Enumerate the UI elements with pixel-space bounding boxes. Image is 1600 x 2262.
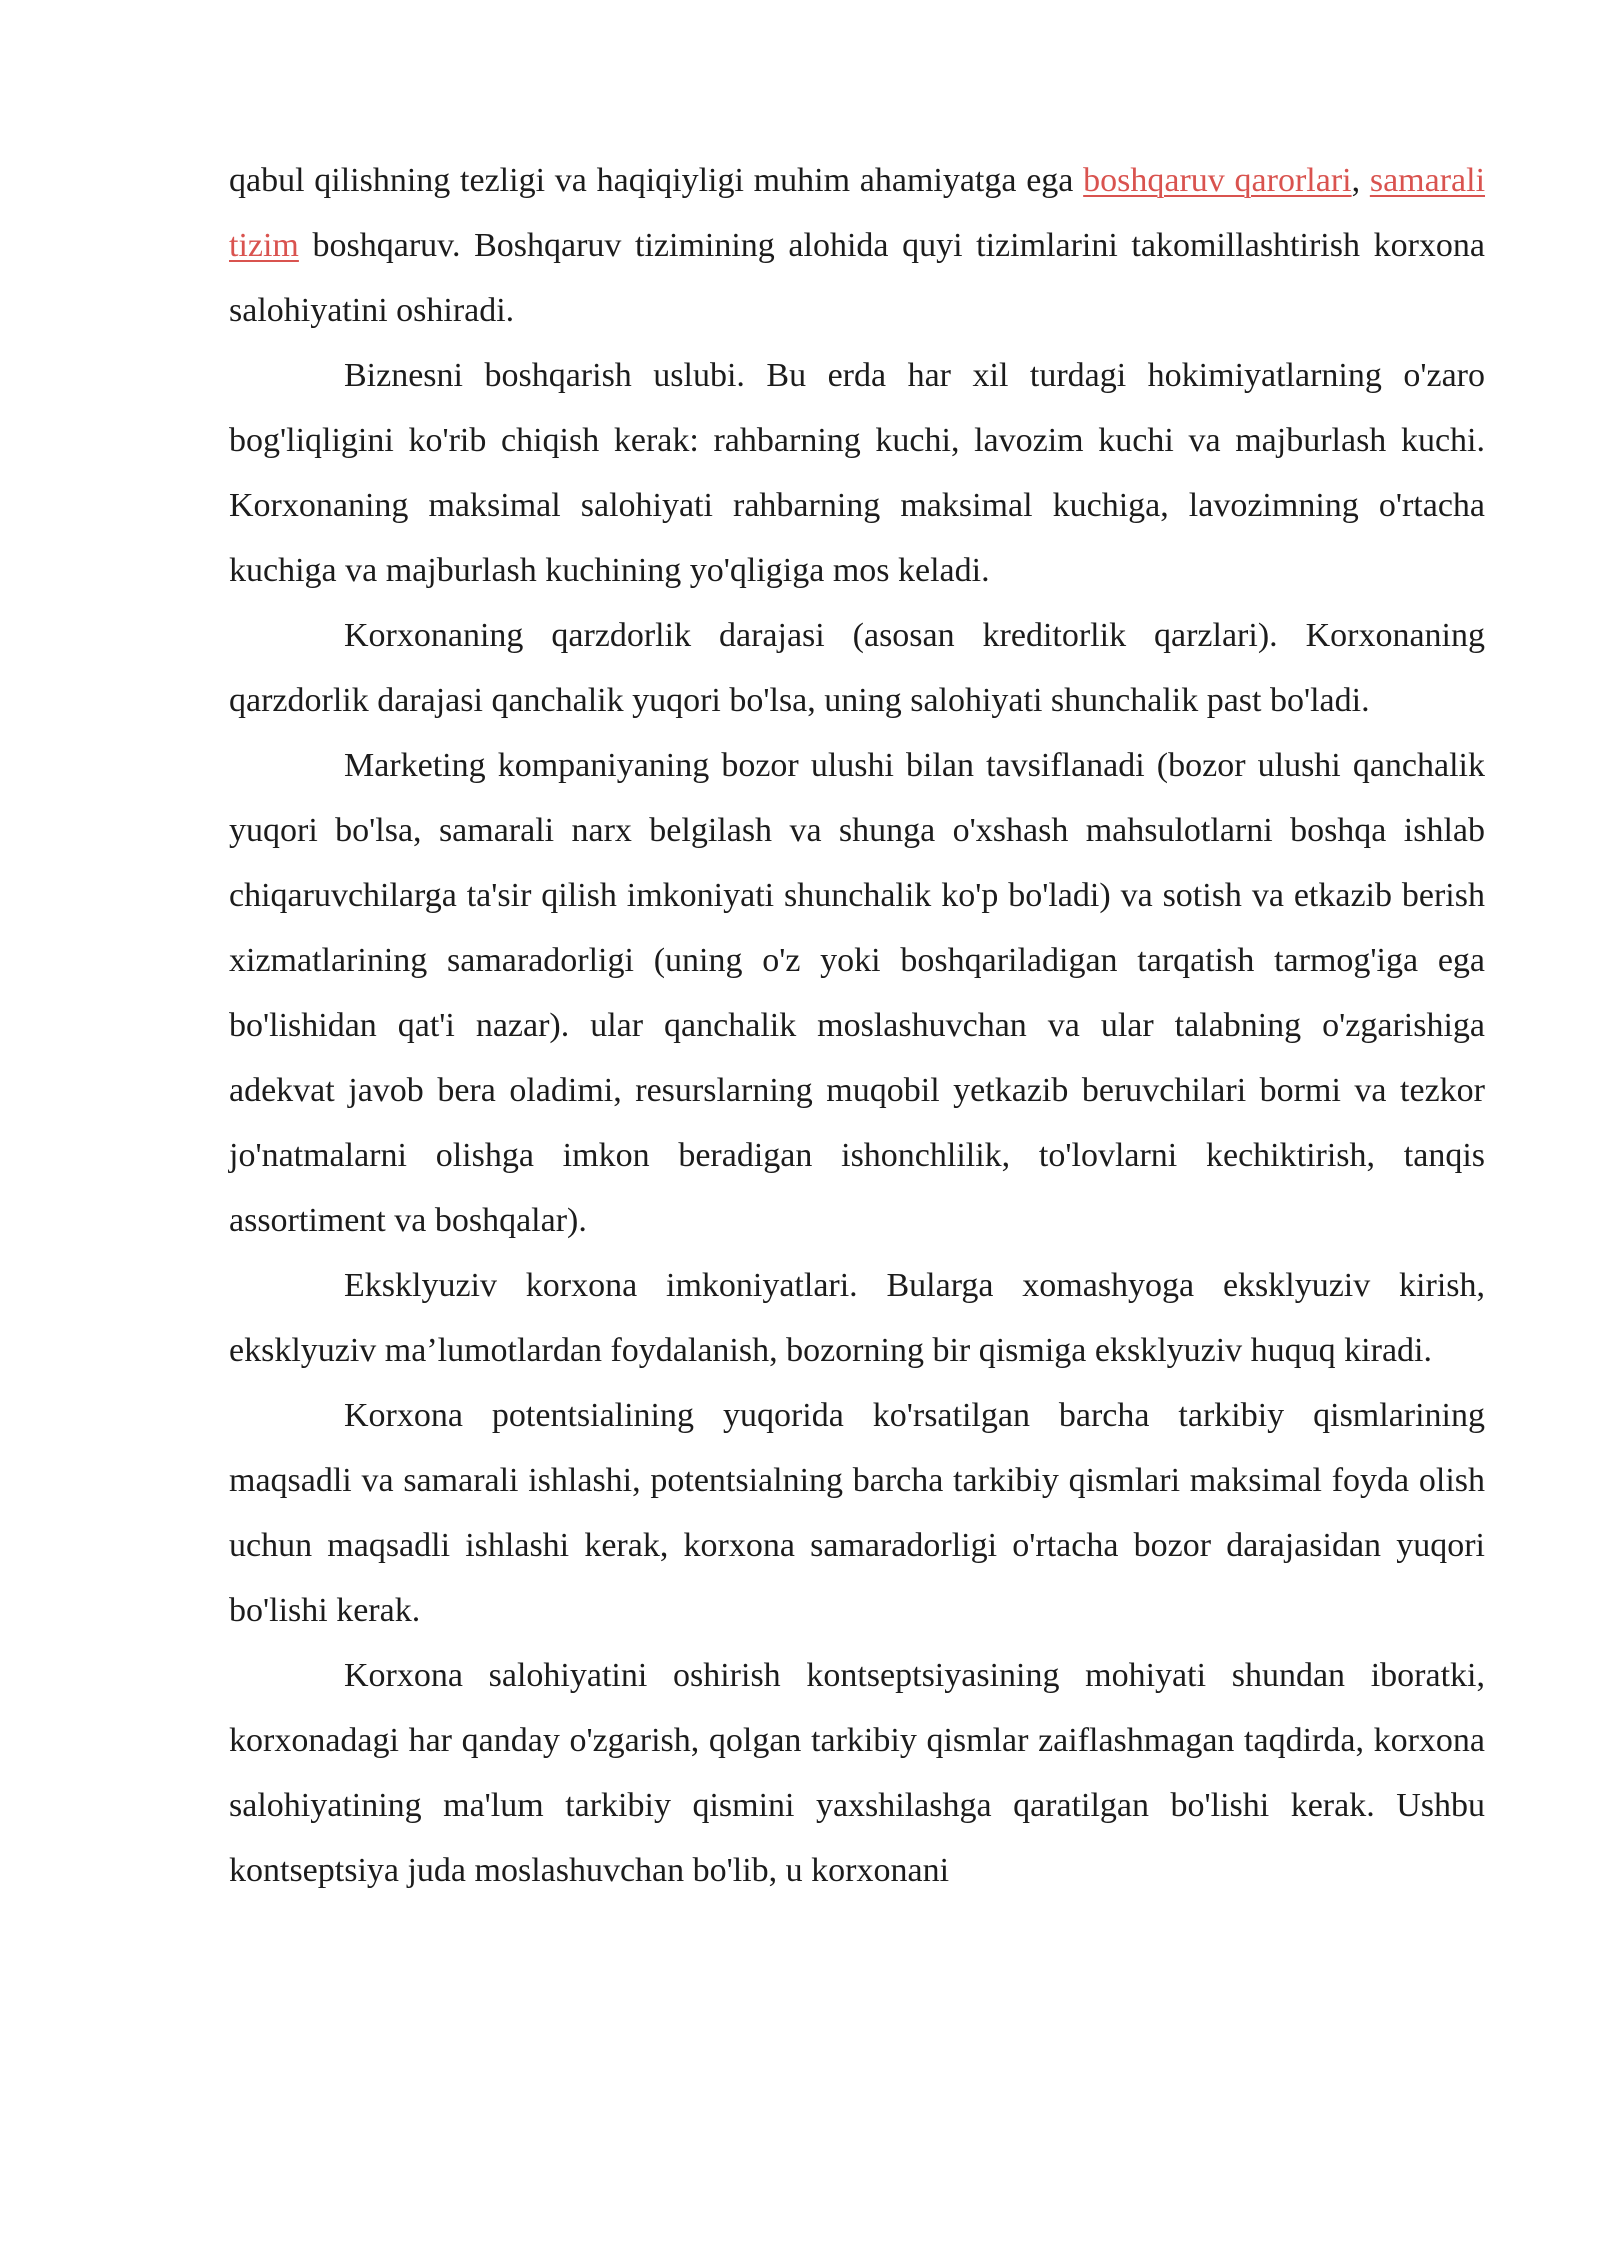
paragraph-5: Eksklyuziv korxona imkoniyatlari. Bularga xomashyoga eksklyuziv kirish, eksklyuziv ma’lumotlardan foydalanish, bozorning bir qismiga eksklyuziv huquq kiradi. [229, 1267, 1485, 1369]
paragraph-1-text-start: qabul qilishning tezligi va haqiqiyligi muhim ahamiyatga ega [229, 162, 1084, 199]
paragraph-2: Biznesni boshqarish uslubi. Bu erda har xil turdagi hokimiyatlarning o'zaro bog'liqligini ko'rib chiqish kerak: rahbarning kuchi, lavozim kuchi va majburlash kuchi. Korxonaning maksimal salohiyati rahbarning maksimal kuchiga, lavozimning o'rtacha kuchiga va majburlash kuchining yo'qligiga mos keladi. [229, 357, 1485, 589]
link-boshqaruv-qarorlari[interactable]: boshqaruv qarorlari [1083, 162, 1352, 199]
paragraph-6: Korxona potentsialining yuqorida ko'rsatilgan barcha tarkibiy qismlarining maqsadli va samarali ishlashi, potentsialning barcha tarkibiy qismlari maksimal foyda olish uchun maqsadli ishlashi kerak, korxona samaradorligi o'rtacha bozor darajasidan yuqori bo'lishi kerak. [229, 1397, 1485, 1629]
paragraph-4: Marketing kompaniyaning bozor ulushi bilan tavsiflanadi (bozor ulushi qanchalik yuqori bo'lsa, samarali narx belgilash va shunga o'xshash mahsulotlarni boshqa ishlab chiqaruvchilarga ta'sir qilish imkoniyati shunchalik ko'p bo'ladi) va sotish va etkazib berish xizmatlarining samaradorligi (uning o'z yoki boshqariladigan tarqatish tarmog'iga ega bo'lishidan qat'i nazar). ular qanchalik moslashuvchan va ular talabning o'zgarishiga adekvat javob bera oladimi, resurslarning muqobil yetkazib beruvchilari bormi va tezkor jo'natmalarni olishga imkon beradigan ishonchlilik, to'lovlarni kechiktirish, tanqis assortiment va boshqalar). [229, 747, 1485, 1239]
paragraph-1-text-end: boshqaruv. Boshqaruv tizimining alohida quyi tizimlarini takomillashtirish korxona salohiyatini oshiradi. [229, 227, 1485, 329]
paragraph-7: Korxona salohiyatini oshirish kontseptsiyasining mohiyati shundan iboratki, korxonadagi har qanday o'zgarish, qolgan tarkibiy qismlar zaiflashmagan taqdirda, korxona salohiyatining ma'lum tarkibiy qismini yaxshilashga qaratilgan bo'lishi kerak. Ushbu kontseptsiya juda moslashuvchan bo'lib, u korxonani [229, 1657, 1485, 1889]
paragraph-1 [229, 148, 1485, 343]
paragraph-3: Korxonaning qarzdorlik darajasi (asosan kreditorlik qarzlari). Korxonaning qarzdorlik darajasi qanchalik yuqori bo'lsa, uning salohiyati shunchalik past bo'ladi. [229, 617, 1485, 719]
link-samarali-tizim[interactable]: samarali tizim [229, 162, 1486, 264]
paragraph-1-separator: , [1351, 162, 1370, 199]
document-page [229, 148, 1485, 1903]
